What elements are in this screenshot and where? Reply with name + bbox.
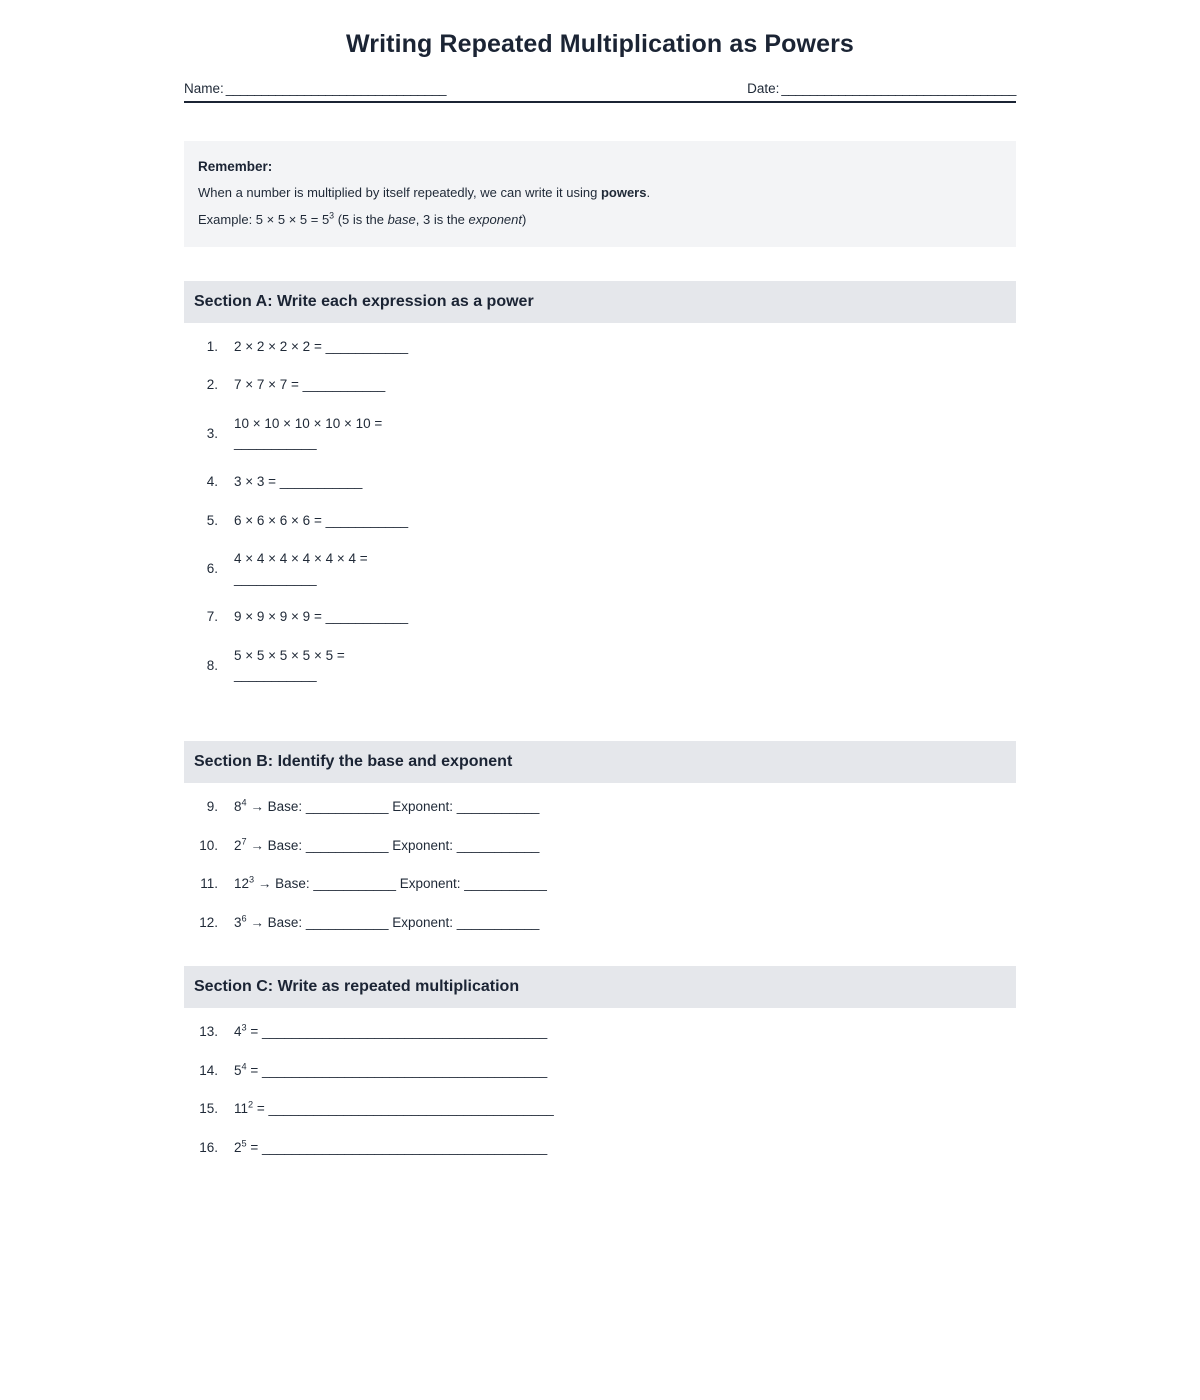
list-item[interactable] [184,375,1016,395]
name-label: Name: [184,81,224,96]
question-number: 2. [206,377,218,393]
section-c-question-list [184,1022,1016,1157]
date-field[interactable] [747,81,1016,96]
question-text[interactable]: 5 × 5 × 5 × 5 × 5 = ___________ [234,647,349,683]
power-base: 2 [234,1139,242,1155]
list-item[interactable] [184,337,1016,357]
remember-definition-keyword: powers [600,185,647,200]
list-item[interactable] [184,1138,1016,1158]
question-blanks[interactable]: → Base: ___________ Exponent: ___________ [246,798,540,814]
power-exponent: 4 [241,1061,247,1072]
question-number: 5. [206,512,218,528]
question-text[interactable] [234,797,539,817]
power-base: 11 [234,1101,249,1117]
power-exponent: 6 [241,913,247,924]
question-text[interactable]: 3 × 3 = ___________ [234,474,363,490]
power-base: 5 [234,1062,242,1078]
section-b-heading: Section B: Identify the base and exponent [184,741,1016,783]
list-item[interactable] [184,511,1016,531]
remember-heading: Remember: [198,159,273,174]
section-a-heading: Section A: Write each expression as a power [184,281,1016,323]
list-item[interactable] [184,797,1016,817]
question-text[interactable]: 10 × 10 × 10 × 10 × 10 = ___________ [234,415,387,451]
question-text[interactable] [234,1061,547,1081]
power-base: 3 [234,914,242,930]
question-text[interactable]: 2 × 2 × 2 × 2 = ___________ [234,338,409,354]
list-item[interactable] [184,874,1016,894]
question-text[interactable]: 7 × 7 × 7 = ___________ [234,377,386,393]
power-exponent: 7 [241,836,247,847]
list-item[interactable] [184,414,1016,453]
list-item[interactable] [184,913,1016,933]
power-base: 4 [234,1024,242,1040]
remember-definition [198,185,1000,202]
question-text[interactable] [234,836,539,856]
power-exponent: 2 [248,1099,254,1110]
remember-callout [184,141,1016,247]
question-number: 6. [206,560,218,576]
question-number: 9. [206,798,218,814]
list-item[interactable] [184,1099,1016,1119]
question-text[interactable] [234,874,547,894]
power-base: 8 [234,798,242,814]
question-number: 12. [199,914,218,930]
power-base: 2 [234,837,242,853]
question-number: 15. [199,1101,218,1117]
page-title: Writing Repeated Multiplication as Powers [346,30,854,58]
section-a-question-list [184,337,1016,685]
question-text[interactable]: 4 × 4 × 4 × 4 × 4 × 4 = ___________ [234,551,372,586]
list-item[interactable] [184,472,1016,492]
remember-example [198,212,1000,229]
name-date-row [184,81,1016,103]
question-number: 16. [199,1139,218,1155]
remember-example-base-word: base [387,211,416,227]
name-blank-line[interactable]: _______________________________ [225,81,447,96]
question-text[interactable] [234,1022,547,1042]
remember-definition-pre: When a number is multiplied by itself repeatedly, we can write it using [198,185,601,200]
question-blanks[interactable]: = ______________________________________ [246,1024,548,1040]
question-number: 1. [206,338,218,354]
list-item[interactable] [184,607,1016,627]
question-number: 14. [199,1062,218,1078]
date-blank-line[interactable]: _________________________________ [781,81,1016,96]
list-item[interactable] [184,646,1016,685]
date-label: Date: [747,81,780,96]
power-exponent: 3 [249,874,255,885]
name-field[interactable] [184,81,446,96]
list-item[interactable] [184,549,1016,588]
remember-example-post: ) [522,211,527,227]
question-blanks[interactable]: = ______________________________________ [246,1062,548,1078]
question-text[interactable] [234,1099,554,1119]
question-number: 8. [206,657,218,673]
list-item[interactable] [184,836,1016,856]
list-item[interactable] [184,1061,1016,1081]
power-base: 12 [234,876,250,892]
remember-example-pre: Example: 5 × 5 × 5 = 5 [198,211,330,227]
question-blanks[interactable]: → Base: ___________ Exponent: ___________ [246,837,540,853]
question-number: 7. [206,609,218,625]
question-text[interactable] [234,913,539,933]
section-spacer [0,685,1200,707]
remember-example-exponent-word: exponent [468,211,523,227]
question-text[interactable]: 6 × 6 × 6 × 6 = ___________ [234,512,409,528]
remember-example-exponent: 3 [329,210,335,221]
remember-definition-post: . [646,185,651,200]
question-blanks[interactable]: → Base: ___________ Exponent: ___________ [254,876,547,892]
section-c-heading: Section C: Write as repeated multiplication [184,966,1016,1008]
power-exponent: 5 [241,1138,247,1149]
remember-example-mid: (5 is the [334,211,388,227]
list-item[interactable] [184,1022,1016,1042]
question-number: 13. [199,1024,218,1040]
question-blanks[interactable]: → Base: ___________ Exponent: ___________ [246,914,540,930]
question-number: 3. [206,425,218,441]
power-exponent: 4 [241,797,247,808]
question-text[interactable] [234,1138,547,1158]
question-text[interactable]: 9 × 9 × 9 × 9 = ___________ [234,609,409,625]
question-blanks[interactable]: = ______________________________________ [253,1101,554,1117]
remember-example-mid2: , 3 is the [415,211,469,227]
question-blanks[interactable]: = ______________________________________ [246,1139,548,1155]
question-number: 11. [200,876,218,892]
section-b-question-list [184,797,1016,932]
power-exponent: 3 [241,1022,247,1033]
question-number: 10. [199,837,218,853]
question-number: 4. [206,474,218,490]
